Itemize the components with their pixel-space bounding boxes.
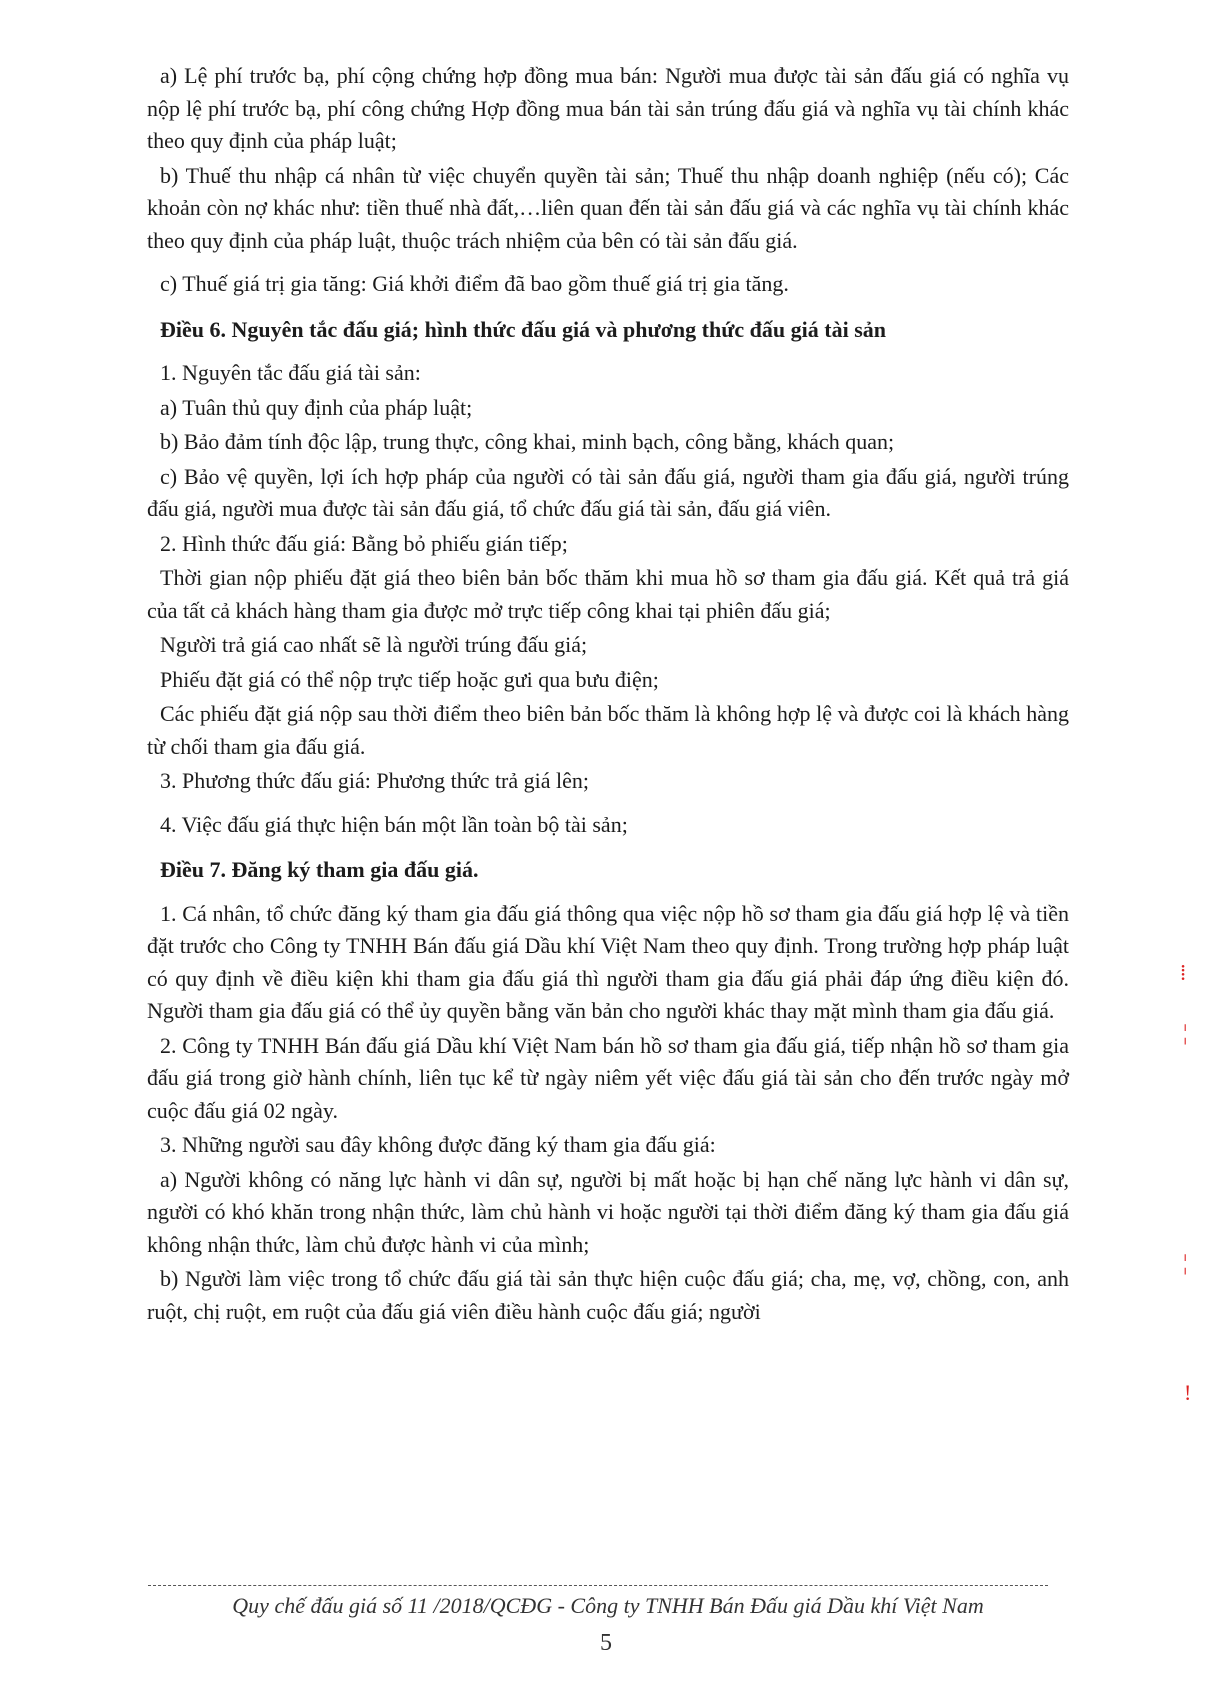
paragraph-5b: b) Thuế thu nhập cá nhân từ việc chuyển quyền tài sản; Thuế thu nhập doanh nghiệp (nếu có); Các khoản còn nợ khác như: tiền thuế nhà đất,…liên quan đến tài sản đấu giá và các nghĩa vụ tài chính khác theo quy định của pháp luật, thuộc trách nhiệm của bên có tài sản đấu giá. <box>147 162 1069 253</box>
paragraph-7-1: 1. Cá nhân, tổ chức đăng ký tham gia đấu giá thông qua việc nộp hồ sơ tham gia đấu giá hợp lệ và tiền đặt trước cho Công ty TNHH Bán đấu giá Dầu khí Việt Nam theo quy định. Trong trường hợp pháp luật có quy định về điều kiện khi tham gia đấu giá thì người tham gia đấu giá phải đáp ứng điều kiện đó. Người tham gia đấu giá có thể ủy quyền bằng văn bản cho người khác thay mặt mình tham gia đấu giá. <box>147 900 1069 1023</box>
paragraph-6-2c: Phiếu đặt giá có thể nộp trực tiếp hoặc gưi qua bưu điện; <box>160 666 659 692</box>
paragraph-5a: a) Lệ phí trước bạ, phí cộng chứng hợp đồng mua bán: Người mua được tài sản đấu giá có nghĩa vụ nộp lệ phí trước bạ, phí công chứng Hợp đồng mua bán tài sản trúng đấu giá và nghĩa vụ tài chính khác theo quy định của pháp luật; <box>147 63 1069 153</box>
document-body <box>147 60 1069 1328</box>
paragraph-6-2b: Người trả giá cao nhất sẽ là người trúng đấu giá; <box>160 632 588 657</box>
margin-stamp-mark: ⁞ <box>1180 960 1187 985</box>
paragraph-6-1c: c) Bảo vệ quyền, lợi ích hợp pháp của người có tài sản đấu giá, người tham gia đấu giá, người trúng đấu giá, người mua được tài sản đấu giá, tổ chức đấu giá tài sản, đấu giá viên. <box>147 463 1069 521</box>
paragraph-7-3b: b) Người làm việc trong tổ chức đấu giá tài sản thực hiện cuộc đấu giá; cha, mẹ, vợ, chồng, con, anh ruột, chị ruột, em ruột của đấu giá viên điều hành cuộc đấu giá; người <box>147 1266 1069 1324</box>
footer-caption: Quy chế đấu giá số 11 /2018/QCĐG - Công ty TNHH Bán Đấu giá Dầu khí Việt Nam <box>232 1593 984 1618</box>
paragraph-6-1b: b) Bảo đảm tính độc lập, trung thực, công khai, minh bạch, công bằng, khách quan; <box>160 429 895 454</box>
margin-stamp-mark: ¦ <box>1183 1250 1188 1275</box>
paragraph-6-3: 3. Phương thức đấu giá: Phương thức trả giá lên; <box>160 768 590 793</box>
paragraph-6-2: 2. Hình thức đấu giá: Bằng bỏ phiếu gián tiếp; <box>160 530 568 556</box>
paragraph-6-1: 1. Nguyên tắc đấu giá tài sản: <box>160 360 421 385</box>
article-7-heading: Điều 7. Đăng ký tham gia đấu giá. <box>160 857 479 882</box>
paragraph-5c: c) Thuế giá trị gia tăng: Giá khởi điểm đã bao gồm thuế giá trị gia tăng. <box>160 271 789 296</box>
paragraph-6-1a: a) Tuân thủ quy định của pháp luật; <box>160 394 473 420</box>
margin-stamp-mark: ¦ <box>1183 1020 1188 1045</box>
article-6-heading: Điều 6. Nguyên tắc đấu giá; hình thức đấu giá và phương thức đấu giá tài sản <box>160 316 886 342</box>
paragraph-6-2d: Các phiếu đặt giá nộp sau thời điểm theo biên bản bốc thăm là không hợp lệ và được coi là khách hàng từ chối tham gia đấu giá. <box>147 701 1069 759</box>
paragraph-6-4: 4. Việc đấu giá thực hiện bán một lần toàn bộ tài sản; <box>160 811 628 837</box>
page-number: 5 <box>600 1630 612 1656</box>
footer-divider <box>148 1585 1048 1586</box>
paragraph-7-3a: a) Người không có năng lực hành vi dân sự, người bị mất hoặc bị hạn chế năng lực hành vi dân sự, người có khó khăn trong nhận thức, làm chủ hành vi hoặc người tại thời điểm đăng ký tham gia đấu giá không nhận thức, làm chủ được hành vi của mình; <box>147 1166 1069 1257</box>
paragraph-7-2: 2. Công ty TNHH Bán đấu giá Dầu khí Việt Nam bán hồ sơ tham gia đấu giá, tiếp nhận hồ sơ tham gia đấu giá trong giờ hành chính, liên tục kể từ ngày niêm yết việc đấu giá tài sản cho đến trước ngày mở cuộc đấu giá 02 ngày. <box>147 1032 1069 1123</box>
paragraph-6-2a: Thời gian nộp phiếu đặt giá theo biên bản bốc thăm khi mua hồ sơ tham gia đấu giá. Kết quả trả giá của tất cả khách hàng tham gia được mở trực tiếp công khai tại phiên đấu giá; <box>147 565 1069 623</box>
margin-stamp-mark: ! <box>1184 1380 1192 1405</box>
paragraph-7-3: 3. Những người sau đây không được đăng ký tham gia đấu giá: <box>160 1132 716 1157</box>
